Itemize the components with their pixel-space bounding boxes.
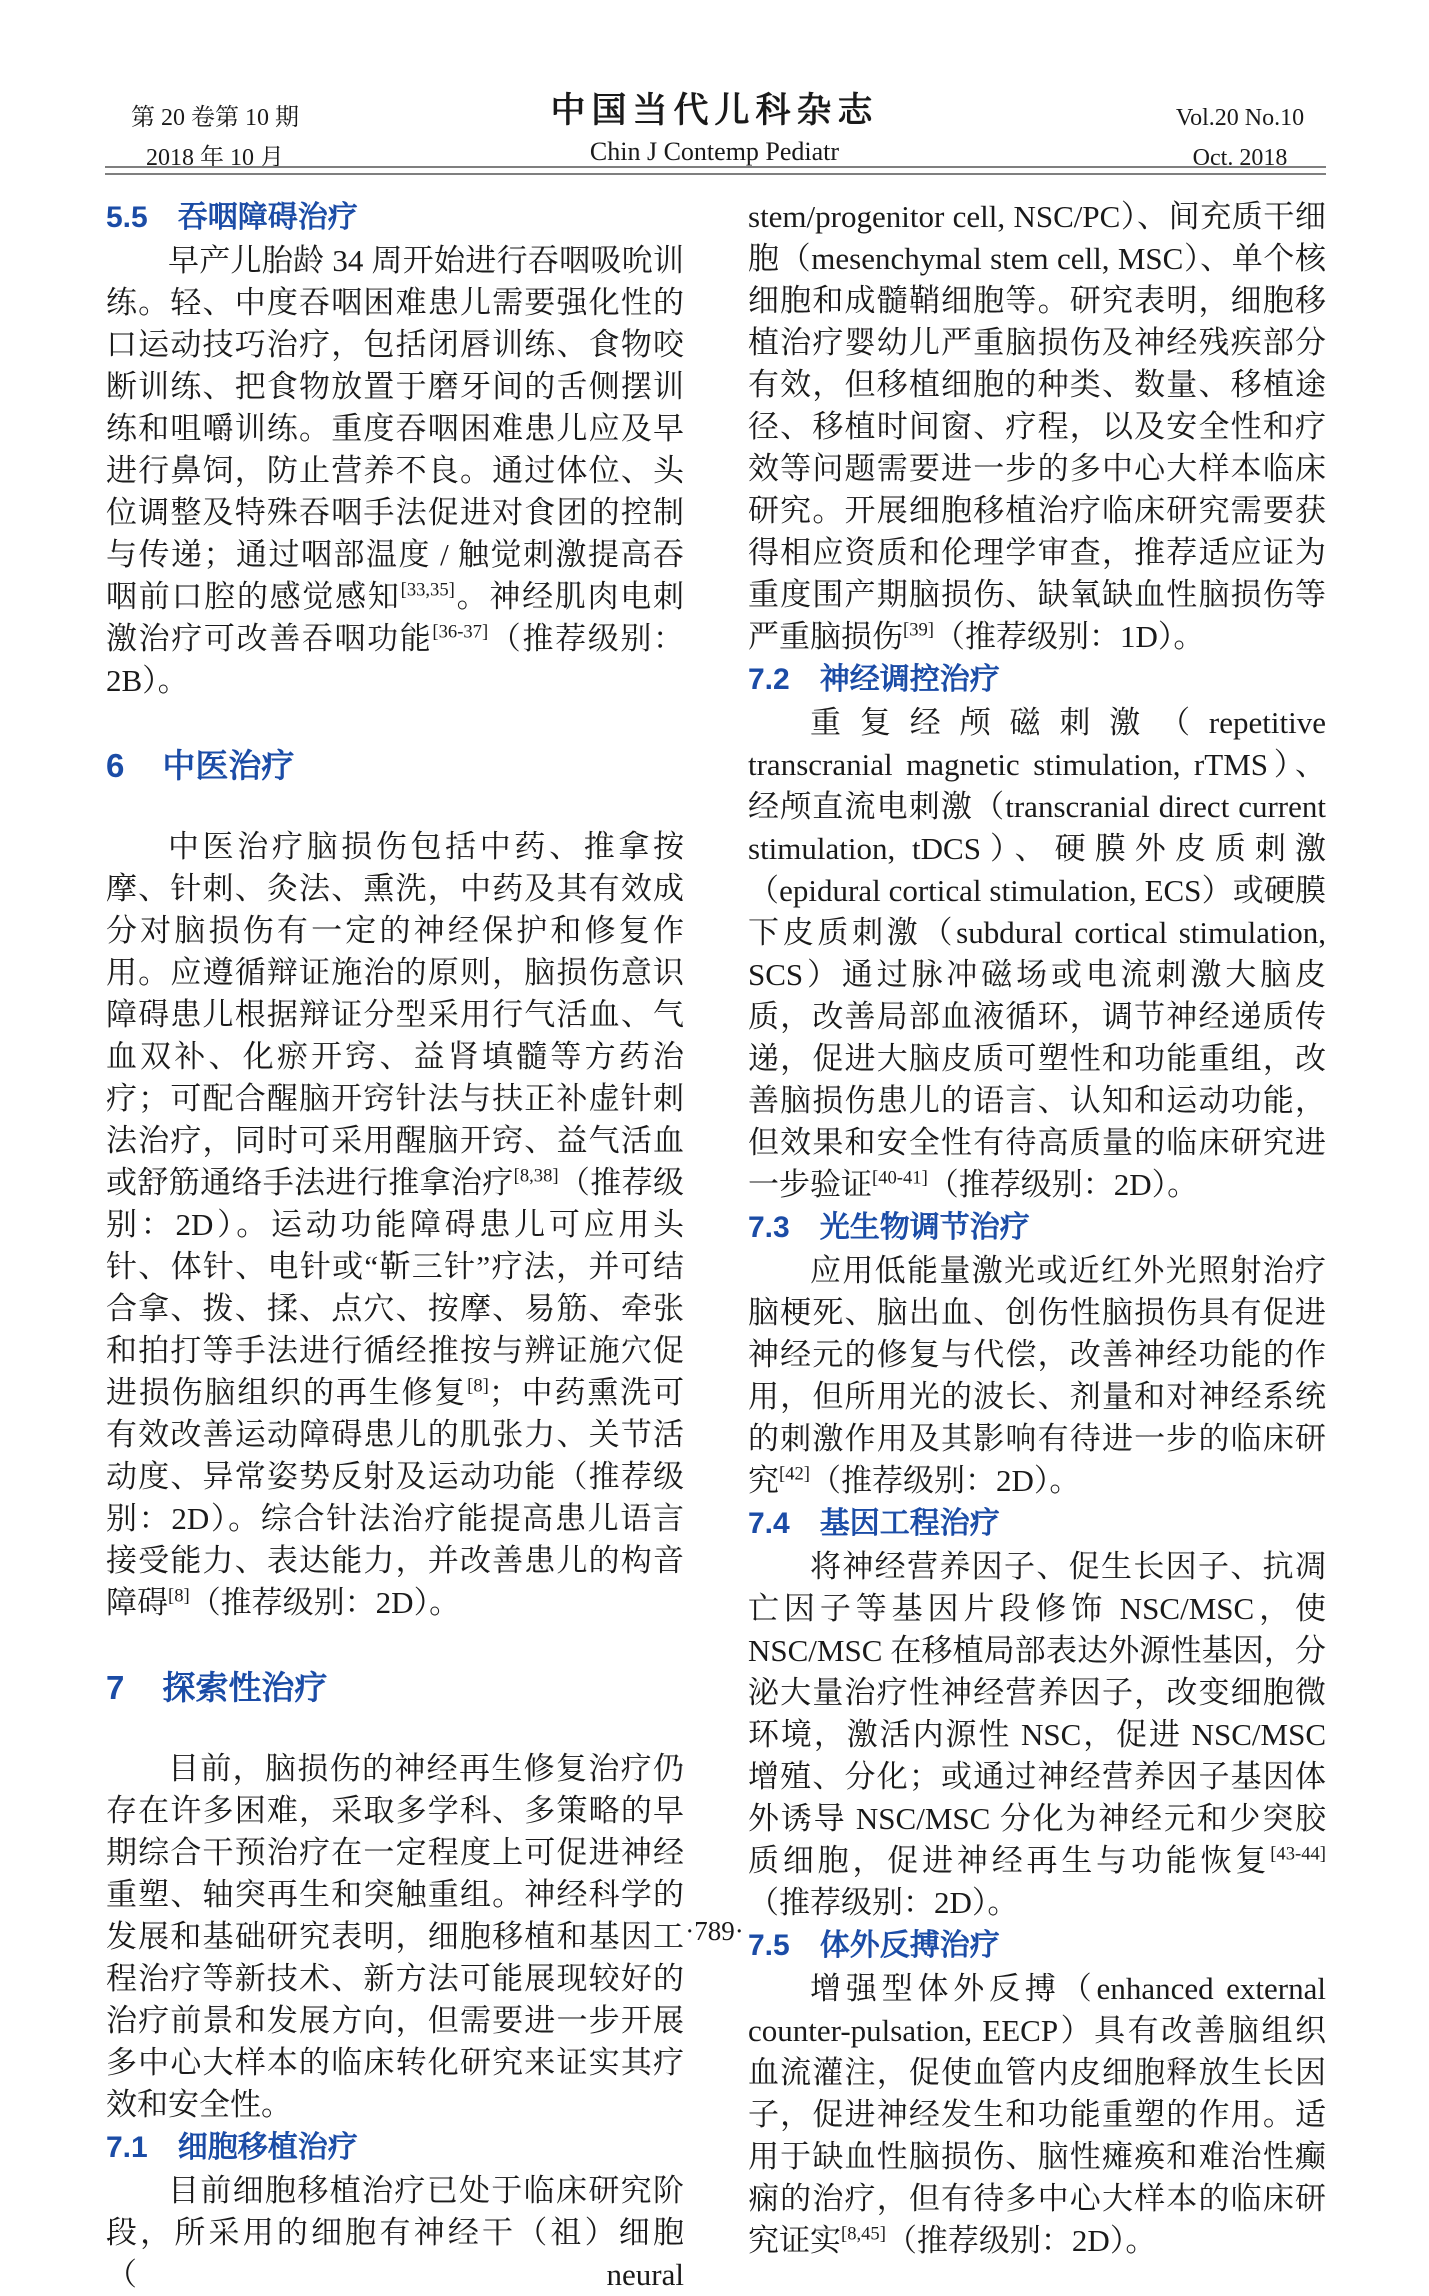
header-volume-issue-cn: 第 20 卷第 10 期 bbox=[131, 105, 299, 131]
subheading-heading-7.4 bbox=[748, 1502, 1326, 1546]
heading-number: 7 bbox=[106, 1669, 125, 1706]
header-volume-issue-en: Vol.20 No.10 bbox=[1175, 105, 1305, 131]
reference-marker: [40-41] bbox=[872, 1167, 928, 1189]
reference-marker: [8] bbox=[168, 1585, 190, 1607]
paragraph: stem/progenitor cell, NSC/PC）、间充质干细胞（mesenchymal stem cell, MSC）、单个核细胞和成髓鞘细胞等。研究表明，细胞移植治疗婴幼儿严重脑损伤及神经残疾部分有效，但移植细胞的种类、数量、移植途径、移植时间窗、疗程，以及安全性和疗效等问题需要进一步的多中心大样本临床研究。开展细胞移植治疗临床研究需要获得相应资质和伦理学审查，推荐适应证为重度围产期脑损伤、缺氧缺血性脑损伤等严重脑损伤[39]（推荐级别：1D）。 bbox=[748, 199, 1326, 654]
heading-number: 7.2 bbox=[748, 663, 790, 696]
reference-marker: [8,45] bbox=[841, 2223, 886, 2245]
heading-title: 基因工程治疗 bbox=[819, 1507, 1000, 1540]
page-footer bbox=[0, 1916, 1429, 1947]
heading-title: 中医治疗 bbox=[162, 747, 295, 784]
heading-number: 7.5 bbox=[748, 1929, 790, 1962]
header-double-rule bbox=[105, 166, 1326, 175]
section-heading-6 bbox=[106, 746, 684, 786]
journal-title-en: Chin J Contemp Pediatr bbox=[589, 137, 840, 166]
paragraph: 早产儿胎龄 34 周开始进行吞咽吸吮训练。轻、中度吞咽困难患儿需要强化性的口运动技巧治疗，包括闭唇训练、食物咬断训练、把食物放置于磨牙间的舌侧摆训练和咀嚼训练。重度吞咽困难患儿应及早进行鼻饲，防止营养不良。通过体位、头位调整及特殊吞咽手法促进对食团的控制与传递；通过咽部温度 / 触觉刺激提高吞咽前口腔的感觉感知[33,35]。神经肌肉电刺激治疗可改善吞咽功能[36-37]（推荐级别：2B）。 bbox=[106, 243, 685, 698]
heading-title: 细胞移植治疗 bbox=[177, 2131, 358, 2164]
paragraph: 中医治疗脑损伤包括中药、推拿按摩、针刺、灸法、熏洗，中药及其有效成分对脑损伤有一定的神经保护和修复作用。应遵循辩证施治的原则，脑损伤意识障碍患儿根据辩证分型采用行气活血、气血双补、化瘀开窍、益肾填髓等方药治疗；可配合醒脑开窍针法与扶正补虚针刺法治疗，同时可采用醒脑开窍、益气活血或舒筋通络手法进行推拿治疗[8,38]（推荐级别：2D）。运动功能障碍患儿可应用头针、体针、电针或“靳三针”疗法，并可结合拿、拨、揉、点穴、按摩、易筋、牵张和拍打等手法进行循经推按与辨证施穴促进损伤脑组织的再生修复[8]；中药熏洗可有效改善运动障碍患儿的肌张力、关节活动度、异常姿势反射及运动功能（推荐级别：2D）。综合针法治疗能提高患儿语言接受能力、表达能力，并改善患儿的构音障碍[8]（推荐级别：2D）。 bbox=[106, 829, 685, 1620]
header-date-en: Oct. 2018 bbox=[1192, 145, 1288, 171]
heading-title: 神经调控治疗 bbox=[819, 663, 1000, 696]
heading-title: 体外反搏治疗 bbox=[819, 1929, 1000, 1962]
reference-marker: [8,38] bbox=[513, 1165, 559, 1187]
journal-title-cn: 中国当代儿科杂志 bbox=[550, 91, 879, 130]
heading-title: 吞咽障碍治疗 bbox=[177, 201, 358, 234]
reference-marker: [33,35] bbox=[400, 579, 455, 601]
reference-marker: [36-37] bbox=[432, 621, 489, 643]
header-date-cn: 2018 年 10 月 bbox=[146, 145, 284, 171]
right-column bbox=[748, 196, 1326, 2262]
heading-number: 7.1 bbox=[106, 2131, 148, 2164]
heading-number: 5.5 bbox=[106, 201, 148, 234]
section-heading-7 bbox=[106, 1668, 684, 1708]
reference-marker: [42] bbox=[779, 1463, 810, 1485]
left-column bbox=[106, 196, 684, 2296]
paragraph: 应用低能量激光或近红外光照射治疗脑梗死、脑出血、创伤性脑损伤具有促进神经元的修复与代偿，改善神经功能的作用，但所用光的波长、剂量和对神经系统的刺激作用及其影响有待进一步的临床研究[42]（推荐级别：2D）。 bbox=[748, 1253, 1326, 1498]
paragraph: 目前，脑损伤的神经再生修复治疗仍存在许多困难，采取多学科、多策略的早期综合干预治疗在一定程度上可促进神经重塑、轴突再生和突触重组。神经科学的发展和基础研究表明，细胞移植和基因工程治疗等新技术、新方法可能展现较好的治疗前景和发展方向，但需要进一步开展多中心大样本的临床转化研究来证实其疗效和安全性。 bbox=[106, 1751, 684, 2122]
reference-marker: [43-44] bbox=[1270, 1843, 1326, 1865]
heading-title: 探索性治疗 bbox=[162, 1669, 328, 1706]
paragraph: 目前细胞移植治疗已处于临床研究阶段，所采用的细胞有神经干（祖）细胞（neural bbox=[106, 2173, 684, 2292]
heading-number: 7.3 bbox=[748, 1211, 790, 1244]
paragraph: 将神经营养因子、促生长因子、抗凋亡因子等基因片段修饰 NSC/MSC，使 NSC/MSC 在移植局部表达外源性基因，分泌大量治疗性神经营养因子，改变细胞微环境，激活内源性 NSC，促进 NSC/MSC 增殖、分化；或通过神经营养因子基因体外诱导 NSC/MSC 分化为神经元和少突胶质细胞，促进神经再生与功能恢复[43-44]（推荐级别：2D）。 bbox=[748, 1549, 1326, 1920]
reference-marker: [8] bbox=[467, 1375, 489, 1397]
page-number: ·789· bbox=[685, 1916, 744, 1946]
paragraph: 重复经颅磁刺激（repetitive transcranial magnetic stimulation, rTMS）、经颅直流电刺激（transcranial direct current stimulation, tDCS）、硬膜外皮质刺激（epidural cortical stimulation, ECS）或硬膜下皮质刺激（subdural cortical stimulation, SCS）通过脉冲磁场或电流刺激大脑皮质，改善局部血液循环，调节神经递质传递，促进大脑皮质可塑性和功能重组，改善脑损伤患儿的语言、认知和运动功能，但效果和安全性有待高质量的临床研究进一步验证[40-41]（推荐级别：2D）。 bbox=[748, 705, 1326, 1202]
subheading-heading-5.5 bbox=[106, 196, 684, 240]
heading-number: 7.4 bbox=[748, 1507, 790, 1540]
heading-number: 6 bbox=[106, 747, 125, 784]
subheading-heading-7.2 bbox=[748, 658, 1326, 702]
subheading-heading-7.1 bbox=[106, 2126, 684, 2170]
heading-title: 光生物调节治疗 bbox=[819, 1211, 1030, 1244]
paragraph: 增强型体外反搏（enhanced external counter-pulsation, EECP）具有改善脑组织血流灌注，促使血管内皮细胞释放生长因子，促进神经发生和功能重塑的作用。适用于缺血性脑损伤、脑性瘫痪和难治性癫痫的治疗，但有待多中心大样本的临床研究证实[8,45]（推荐级别：2D）。 bbox=[748, 1971, 1326, 2258]
subheading-heading-7.3 bbox=[748, 1206, 1326, 1250]
reference-marker: [39] bbox=[903, 619, 934, 641]
